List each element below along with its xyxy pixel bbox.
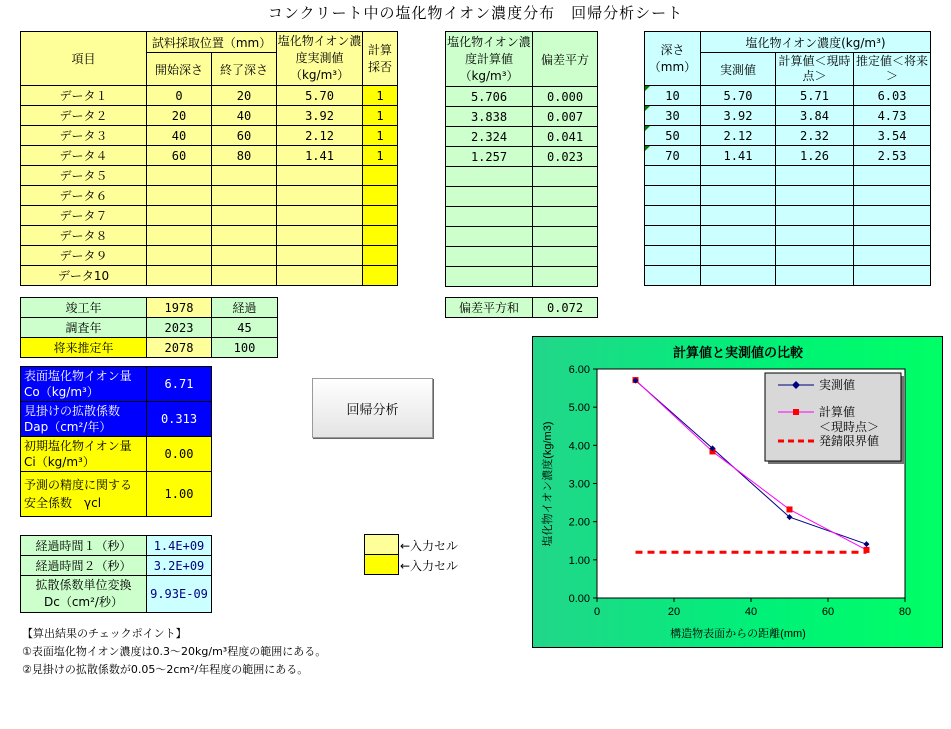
data-row — [21, 226, 398, 246]
ci-label — [21, 437, 147, 472]
data-row — [21, 266, 398, 286]
calc-row — [446, 87, 598, 107]
gamma-label-2: 安全係数 γcl — [24, 496, 102, 510]
row-label: データ６ — [21, 186, 147, 206]
legend-label-calc-now: ＜現時点＞ — [819, 420, 880, 434]
depth-table — [644, 31, 931, 286]
time-table — [20, 535, 212, 613]
ci-label-1: 初期塩化物イオン量 — [24, 439, 132, 453]
gamma-label — [21, 472, 147, 517]
calc-row — [446, 207, 598, 227]
depth-meas-value: 2.12 — [701, 126, 776, 146]
calc-row — [446, 127, 598, 147]
calc-value — [446, 247, 533, 267]
co-value: 6.71 — [147, 367, 212, 402]
start-depth-input[interactable] — [147, 206, 212, 226]
deviation-value — [533, 247, 598, 267]
deviation-value: 0.041 — [533, 127, 598, 147]
measured-input[interactable]: 3.92 — [277, 106, 363, 126]
measured-input[interactable] — [277, 186, 363, 206]
position-header: 試料採取位置（mm） — [147, 32, 277, 53]
depth-meas-value — [701, 166, 776, 186]
depth-est-value — [854, 186, 931, 206]
depth-calc-value: 1.26 — [776, 146, 854, 166]
comparison-chart — [532, 336, 943, 648]
sample-table — [20, 31, 398, 286]
note-1: ①表面塩化物イオン濃度は0.3～20kg/m³程度の範囲にある。 — [22, 645, 327, 658]
legend-marker-calc — [793, 409, 799, 415]
data-row — [21, 126, 398, 146]
x-tick-label: 60 — [821, 606, 835, 618]
dc-label-1: 拡散係数単位変換 — [35, 578, 132, 592]
y-tick-label: 4.00 — [568, 440, 590, 453]
depth-est-value: 4.73 — [854, 106, 931, 126]
flag-input[interactable]: 1 — [363, 86, 398, 106]
built-year-input[interactable]: 1978 — [147, 298, 212, 318]
depth-row — [645, 206, 931, 226]
input-legend-label-1: ←入力セル — [400, 539, 459, 553]
depth-value — [645, 186, 701, 206]
end-depth-input[interactable] — [212, 266, 277, 286]
start-depth-input[interactable]: 40 — [147, 126, 212, 146]
calc-value — [446, 187, 533, 207]
survey-year-value: 2023 — [147, 318, 212, 338]
measured-input[interactable] — [277, 266, 363, 286]
t1-label: 経過時間１（秒） — [21, 536, 147, 556]
depth-calc-value — [776, 226, 854, 246]
calc-row — [446, 267, 598, 287]
depth-calc-value — [776, 206, 854, 226]
y-tick-label: 5.00 — [568, 402, 590, 415]
measured-input[interactable] — [277, 226, 363, 246]
estimate-col-header: 推定値＜将来＞ — [854, 53, 931, 86]
calc-value: 3.838 — [446, 107, 533, 127]
dap-label — [21, 402, 147, 437]
depth-value: 70 — [645, 146, 701, 166]
depth-est-value — [854, 206, 931, 226]
calc-value — [446, 227, 533, 247]
t1-value: 1.4E+09 — [147, 536, 212, 556]
legend-label-measured: 実測値 — [819, 378, 856, 392]
depth-est-value — [854, 166, 931, 186]
depth-row — [645, 246, 931, 266]
depth-est-value: 3.54 — [854, 126, 931, 146]
depth-row — [645, 226, 931, 246]
t2-value: 3.2E+09 — [147, 556, 212, 576]
depth-meas-value — [701, 186, 776, 206]
start-depth-header: 開始深さ — [147, 53, 212, 86]
deviation-value — [533, 207, 598, 227]
row-label: データ７ — [21, 206, 147, 226]
row-label: データ４ — [21, 146, 147, 166]
deviation-sum-label: 偏差平方和 — [446, 298, 533, 318]
deviation-value — [533, 167, 598, 187]
data-row — [21, 106, 398, 126]
row-label: データ10 — [21, 266, 147, 286]
built-year-label: 竣工年 — [21, 298, 147, 318]
measured-input[interactable]: 1.41 — [277, 146, 363, 166]
row-label: データ１ — [21, 86, 147, 106]
flag-input[interactable] — [363, 186, 398, 206]
row-label: データ５ — [21, 166, 147, 186]
depth-calc-value — [776, 246, 854, 266]
depth-meas-value: 3.92 — [701, 106, 776, 126]
deviation-value: 0.007 — [533, 107, 598, 127]
gamma-input[interactable]: 1.00 — [147, 472, 212, 517]
data-row — [21, 206, 398, 226]
calc-value — [446, 167, 533, 187]
item-header: 項目 — [21, 32, 147, 86]
measured-input[interactable] — [277, 166, 363, 186]
conc-header: 塩化物イオン濃度(kg/m³) — [701, 32, 931, 53]
depth-calc-value — [776, 166, 854, 186]
chart-title: 計算値と実測値の比較 — [672, 345, 804, 360]
chart-legend — [765, 373, 904, 464]
data-row — [21, 166, 398, 186]
dc-label — [21, 576, 147, 613]
depth-value — [645, 206, 701, 226]
calc-point — [864, 547, 870, 553]
depth-value: 30 — [645, 106, 701, 126]
flag-input[interactable] — [363, 246, 398, 266]
depth-est-value — [854, 226, 931, 246]
end-depth-input[interactable] — [212, 226, 277, 246]
flag-input[interactable] — [363, 166, 398, 186]
row-label: データ２ — [21, 106, 147, 126]
y-axis-label: 塩化物イオン濃度(kg/m3) — [542, 421, 554, 547]
input-legend-swatch-light — [364, 534, 399, 555]
depth-est-value: 2.53 — [854, 146, 931, 166]
y-tick-label: 2.00 — [568, 516, 590, 529]
depth-value — [645, 266, 701, 286]
calc-row — [446, 247, 598, 267]
depth-est-value — [854, 266, 931, 286]
deviation-value — [533, 267, 598, 287]
start-depth-input[interactable]: 20 — [147, 106, 212, 126]
depth-header: 深さ（mm） — [645, 32, 701, 86]
dap-label-1: 見掛けの拡散係数 — [24, 404, 121, 418]
flag-input[interactable] — [363, 266, 398, 286]
data-row — [21, 246, 398, 266]
depth-est-value: 6.03 — [854, 86, 931, 106]
depth-meas-value — [701, 206, 776, 226]
depth-row — [645, 86, 931, 106]
end-depth-input[interactable] — [212, 246, 277, 266]
gamma-label-1: 予測の精度に関する — [24, 478, 133, 492]
measured-input[interactable]: 5.70 — [277, 86, 363, 106]
depth-calc-value: 5.71 — [776, 86, 854, 106]
deviation-sum-value: 0.072 — [533, 298, 598, 318]
flag-input[interactable] — [363, 206, 398, 226]
notes-heading: 【算出結果のチェックポイント】 — [22, 627, 187, 640]
depth-row — [645, 146, 931, 166]
row-label: データ８ — [21, 226, 147, 246]
flag-header: 計算採否 — [363, 32, 398, 86]
ci-input[interactable]: 0.00 — [147, 437, 212, 472]
calc-table — [445, 31, 598, 287]
start-depth-input[interactable] — [147, 186, 212, 206]
row-label: データ９ — [21, 246, 147, 266]
calc-point — [787, 506, 793, 512]
x-axis-ticks — [594, 598, 911, 618]
regression-button[interactable]: 回帰分析 — [312, 378, 433, 438]
depth-meas-value — [701, 266, 776, 286]
depth-calc-value — [776, 266, 854, 286]
x-tick-label: 80 — [898, 606, 912, 618]
depth-calc-value: 3.84 — [776, 106, 854, 126]
row-label: データ３ — [21, 126, 147, 146]
deviation-value — [533, 187, 598, 207]
depth-value: 10 — [645, 86, 701, 106]
x-tick-label: 0 — [593, 606, 601, 618]
start-depth-input[interactable] — [147, 166, 212, 186]
start-depth-input[interactable]: 0 — [147, 86, 212, 106]
chart-svg — [533, 337, 942, 647]
deviation-header: 偏差平方 — [533, 32, 598, 87]
measured-input[interactable] — [277, 206, 363, 226]
depth-meas-value — [701, 226, 776, 246]
x-tick-label: 20 — [667, 606, 681, 618]
page-title: コンクリート中の塩化物イオン濃度分布 回帰分析シート — [267, 4, 684, 22]
end-depth-input[interactable] — [212, 206, 277, 226]
depth-row — [645, 106, 931, 126]
calc-value — [446, 207, 533, 227]
co-label-1: 表面塩化物イオン量 — [24, 369, 132, 383]
deviation-value — [533, 227, 598, 247]
co-label — [21, 367, 147, 402]
flag-input[interactable]: 1 — [363, 146, 398, 166]
measured-input[interactable]: 2.12 — [277, 126, 363, 146]
calc-row — [446, 147, 598, 167]
depth-value — [645, 246, 701, 266]
deviation-value: 0.000 — [533, 87, 598, 107]
dc-label-2: Dc（cm²/秒） — [44, 595, 123, 609]
legend-label-limit: 発錆限界値 — [819, 434, 880, 448]
depth-est-value — [854, 246, 931, 266]
input-legend-label-2: ←入力セル — [400, 559, 459, 573]
depth-row — [645, 126, 931, 146]
future-year-input[interactable]: 2078 — [147, 338, 212, 358]
y-tick-label: 0.00 — [568, 593, 590, 605]
dc-value: 9.93E-09 — [147, 576, 212, 613]
calc-value: 2.324 — [446, 127, 533, 147]
note-2: ②見掛けの拡散係数が0.05～2cm²/年程度の範囲にある。 — [22, 663, 309, 676]
elapsed-label: 経過 — [212, 298, 278, 318]
calc-value — [446, 267, 533, 287]
flag-input[interactable]: 1 — [363, 126, 398, 146]
y-tick-label: 1.00 — [568, 554, 590, 567]
elapsed-now-value: 45 — [212, 318, 278, 338]
calc-col-header: 計算値＜現時点＞ — [776, 53, 854, 86]
depth-value: 50 — [645, 126, 701, 146]
end-depth-input[interactable]: 40 — [212, 106, 277, 126]
y-axis-ticks — [569, 364, 597, 605]
start-depth-input[interactable] — [147, 226, 212, 246]
depth-calc-value: 2.32 — [776, 126, 854, 146]
survey-year-label: 調査年 — [21, 318, 147, 338]
dap-label-2: Dap（cm²/年） — [24, 420, 112, 434]
start-depth-input[interactable] — [147, 266, 212, 286]
params-table — [20, 366, 212, 517]
data-row — [21, 146, 398, 166]
calc-row — [446, 227, 598, 247]
input-legend-swatch — [364, 554, 399, 575]
end-depth-input[interactable] — [212, 166, 277, 186]
depth-value — [645, 226, 701, 246]
depth-calc-value — [776, 186, 854, 206]
dap-value: 0.313 — [147, 402, 212, 437]
x-axis-label: 構造物表面からの距離(mm) — [670, 628, 806, 640]
elapsed-future-value: 100 — [212, 338, 278, 358]
end-depth-input[interactable] — [212, 186, 277, 206]
start-depth-input[interactable] — [147, 246, 212, 266]
start-depth-input[interactable]: 60 — [147, 146, 212, 166]
calc-header: 塩化物イオン濃度計算値（kg/m³） — [446, 32, 533, 87]
deviation-value: 0.023 — [533, 147, 598, 167]
deviation-sum — [445, 297, 598, 318]
depth-row — [645, 266, 931, 286]
y-tick-label: 6.00 — [568, 364, 590, 376]
data-row — [21, 86, 398, 106]
flag-input[interactable] — [363, 226, 398, 246]
x-tick-label: 40 — [744, 606, 758, 618]
depth-value — [645, 166, 701, 186]
measured-input[interactable] — [277, 246, 363, 266]
data-row — [21, 186, 398, 206]
co-label-2: Co（kg/m³） — [24, 385, 99, 399]
years-table — [20, 297, 278, 358]
end-depth-input[interactable]: 60 — [212, 126, 277, 146]
measured-col-header: 実測値 — [701, 53, 776, 86]
depth-row — [645, 186, 931, 206]
y-tick-label: 3.00 — [568, 478, 590, 491]
end-depth-input[interactable]: 20 — [212, 86, 277, 106]
depth-meas-value: 5.70 — [701, 86, 776, 106]
ci-label-2: Ci（kg/m³） — [24, 455, 95, 469]
calc-row — [446, 187, 598, 207]
future-year-label: 将来推定年 — [21, 338, 147, 358]
flag-input[interactable]: 1 — [363, 106, 398, 126]
depth-meas-value — [701, 246, 776, 266]
calc-value: 1.257 — [446, 147, 533, 167]
legend-label-calc: 計算値 — [819, 405, 856, 419]
depth-row — [645, 166, 931, 186]
calc-row — [446, 167, 598, 187]
calc-value: 5.706 — [446, 87, 533, 107]
end-depth-header: 終了深さ — [212, 53, 277, 86]
end-depth-input[interactable]: 80 — [212, 146, 277, 166]
t2-label: 経過時間２（秒） — [21, 556, 147, 576]
depth-meas-value: 1.41 — [701, 146, 776, 166]
calc-row — [446, 107, 598, 127]
measured-header: 塩化物イオン濃度実測値（kg/m³） — [277, 32, 363, 86]
